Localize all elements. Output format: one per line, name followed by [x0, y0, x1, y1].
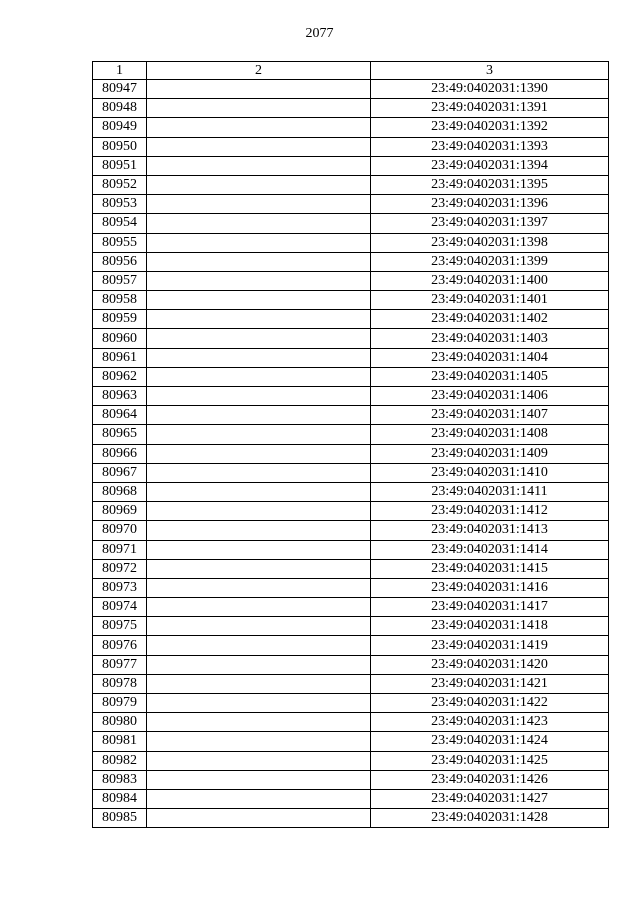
cadastral-number-cell: 23:49:0402031:1395	[371, 175, 609, 194]
row-number-cell: 80976	[93, 636, 147, 655]
cadastral-number-cell: 23:49:0402031:1427	[371, 789, 609, 808]
row-blank-cell	[147, 137, 371, 156]
table-row	[93, 559, 609, 578]
cadastral-number-cell: 23:49:0402031:1414	[371, 540, 609, 559]
row-blank-cell	[147, 310, 371, 329]
cadastral-number-cell: 23:49:0402031:1409	[371, 444, 609, 463]
row-blank-cell	[147, 694, 371, 713]
cadastral-number-cell: 23:49:0402031:1410	[371, 463, 609, 482]
cadastral-number-cell: 23:49:0402031:1417	[371, 598, 609, 617]
row-number-cell: 80983	[93, 770, 147, 789]
cadastral-number-cell: 23:49:0402031:1397	[371, 214, 609, 233]
cadastral-number-cell: 23:49:0402031:1403	[371, 329, 609, 348]
row-blank-cell	[147, 233, 371, 252]
table-row	[93, 156, 609, 175]
table-header-row	[93, 62, 609, 80]
cadastral-number-cell: 23:49:0402031:1396	[371, 195, 609, 214]
cadastral-number-cell: 23:49:0402031:1412	[371, 502, 609, 521]
cadastral-number-cell: 23:49:0402031:1391	[371, 99, 609, 118]
row-blank-cell	[147, 214, 371, 233]
row-number-cell: 80971	[93, 540, 147, 559]
row-number-cell: 80980	[93, 713, 147, 732]
row-number-cell: 80956	[93, 252, 147, 271]
row-blank-cell	[147, 655, 371, 674]
table-row	[93, 732, 609, 751]
row-number-cell: 80955	[93, 233, 147, 252]
row-number-cell: 80970	[93, 521, 147, 540]
row-blank-cell	[147, 540, 371, 559]
row-number-cell: 80950	[93, 137, 147, 156]
cadastral-number-cell: 23:49:0402031:1399	[371, 252, 609, 271]
row-number-cell: 80968	[93, 482, 147, 501]
row-number-cell: 80948	[93, 99, 147, 118]
cadastral-number-cell: 23:49:0402031:1416	[371, 578, 609, 597]
row-number-cell: 80969	[93, 502, 147, 521]
table-row	[93, 80, 609, 99]
row-blank-cell	[147, 463, 371, 482]
table-row	[93, 694, 609, 713]
cadastral-number-cell: 23:49:0402031:1398	[371, 233, 609, 252]
row-blank-cell	[147, 578, 371, 597]
table-row	[93, 406, 609, 425]
row-number-cell: 80965	[93, 425, 147, 444]
table-row	[93, 329, 609, 348]
cadastral-number-cell: 23:49:0402031:1400	[371, 271, 609, 290]
cadastral-number-cell: 23:49:0402031:1392	[371, 118, 609, 137]
row-blank-cell	[147, 598, 371, 617]
row-blank-cell	[147, 367, 371, 386]
row-blank-cell	[147, 387, 371, 406]
row-blank-cell	[147, 444, 371, 463]
table-row	[93, 252, 609, 271]
row-blank-cell	[147, 559, 371, 578]
row-blank-cell	[147, 195, 371, 214]
table-row	[93, 713, 609, 732]
column-header-2: 2	[147, 62, 371, 80]
table-row	[93, 674, 609, 693]
table-row	[93, 578, 609, 597]
cadastral-number-cell: 23:49:0402031:1419	[371, 636, 609, 655]
row-number-cell: 80961	[93, 348, 147, 367]
row-blank-cell	[147, 348, 371, 367]
row-number-cell: 80947	[93, 80, 147, 99]
row-blank-cell	[147, 789, 371, 808]
row-blank-cell	[147, 291, 371, 310]
table-row	[93, 636, 609, 655]
table-row	[93, 137, 609, 156]
row-number-cell: 80959	[93, 310, 147, 329]
row-number-cell: 80953	[93, 195, 147, 214]
table-body	[93, 80, 609, 828]
row-number-cell: 80964	[93, 406, 147, 425]
row-number-cell: 80952	[93, 175, 147, 194]
table-row	[93, 214, 609, 233]
table-row	[93, 387, 609, 406]
table-row	[93, 617, 609, 636]
table-row	[93, 502, 609, 521]
table-row	[93, 291, 609, 310]
cadastral-number-cell: 23:49:0402031:1404	[371, 348, 609, 367]
row-number-cell: 80977	[93, 655, 147, 674]
cadastral-number-cell: 23:49:0402031:1426	[371, 770, 609, 789]
table-row	[93, 425, 609, 444]
row-blank-cell	[147, 156, 371, 175]
row-number-cell: 80979	[93, 694, 147, 713]
row-number-cell: 80958	[93, 291, 147, 310]
column-header-1: 1	[93, 62, 147, 80]
row-blank-cell	[147, 809, 371, 828]
row-number-cell: 80975	[93, 617, 147, 636]
row-number-cell: 80984	[93, 789, 147, 808]
row-blank-cell	[147, 482, 371, 501]
table-row	[93, 444, 609, 463]
table-row	[93, 540, 609, 559]
row-blank-cell	[147, 674, 371, 693]
table-row	[93, 463, 609, 482]
row-blank-cell	[147, 252, 371, 271]
column-header-3: 3	[371, 62, 609, 80]
table-row	[93, 770, 609, 789]
row-blank-cell	[147, 80, 371, 99]
row-blank-cell	[147, 770, 371, 789]
row-blank-cell	[147, 99, 371, 118]
table-row	[93, 521, 609, 540]
row-blank-cell	[147, 118, 371, 137]
cadastral-number-cell: 23:49:0402031:1423	[371, 713, 609, 732]
row-blank-cell	[147, 521, 371, 540]
row-number-cell: 80985	[93, 809, 147, 828]
cadastral-number-cell: 23:49:0402031:1394	[371, 156, 609, 175]
row-blank-cell	[147, 271, 371, 290]
table-row	[93, 195, 609, 214]
row-number-cell: 80967	[93, 463, 147, 482]
table-row	[93, 99, 609, 118]
row-number-cell: 80978	[93, 674, 147, 693]
cadastral-number-cell: 23:49:0402031:1422	[371, 694, 609, 713]
cadastral-number-cell: 23:49:0402031:1413	[371, 521, 609, 540]
page-number: 2077	[305, 26, 334, 41]
row-blank-cell	[147, 406, 371, 425]
cadastral-number-cell: 23:49:0402031:1428	[371, 809, 609, 828]
row-blank-cell	[147, 425, 371, 444]
row-blank-cell	[147, 617, 371, 636]
row-blank-cell	[147, 751, 371, 770]
row-blank-cell	[147, 329, 371, 348]
table-row	[93, 655, 609, 674]
cadastral-number-cell: 23:49:0402031:1393	[371, 137, 609, 156]
cadastral-number-cell: 23:49:0402031:1418	[371, 617, 609, 636]
cadastral-number-cell: 23:49:0402031:1405	[371, 367, 609, 386]
cadastral-number-cell: 23:49:0402031:1425	[371, 751, 609, 770]
table-row	[93, 271, 609, 290]
row-blank-cell	[147, 713, 371, 732]
cadastral-number-cell: 23:49:0402031:1420	[371, 655, 609, 674]
row-number-cell: 80973	[93, 578, 147, 597]
table-row	[93, 598, 609, 617]
table-row	[93, 789, 609, 808]
registry-table	[92, 61, 609, 828]
row-number-cell: 80963	[93, 387, 147, 406]
table-row	[93, 751, 609, 770]
row-number-cell: 80954	[93, 214, 147, 233]
cadastral-number-cell: 23:49:0402031:1402	[371, 310, 609, 329]
row-number-cell: 80972	[93, 559, 147, 578]
row-blank-cell	[147, 502, 371, 521]
cadastral-number-cell: 23:49:0402031:1408	[371, 425, 609, 444]
cadastral-number-cell: 23:49:0402031:1424	[371, 732, 609, 751]
cadastral-number-cell: 23:49:0402031:1411	[371, 482, 609, 501]
table-row	[93, 118, 609, 137]
table-row	[93, 348, 609, 367]
cadastral-number-cell: 23:49:0402031:1406	[371, 387, 609, 406]
table-row	[93, 482, 609, 501]
row-number-cell: 80974	[93, 598, 147, 617]
cadastral-number-cell: 23:49:0402031:1415	[371, 559, 609, 578]
table-row	[93, 809, 609, 828]
table-row	[93, 310, 609, 329]
cadastral-number-cell: 23:49:0402031:1401	[371, 291, 609, 310]
row-number-cell: 80951	[93, 156, 147, 175]
row-number-cell: 80982	[93, 751, 147, 770]
row-number-cell: 80966	[93, 444, 147, 463]
table-row	[93, 175, 609, 194]
row-blank-cell	[147, 732, 371, 751]
cadastral-number-cell: 23:49:0402031:1407	[371, 406, 609, 425]
row-blank-cell	[147, 636, 371, 655]
cadastral-number-cell: 23:49:0402031:1421	[371, 674, 609, 693]
row-number-cell: 80962	[93, 367, 147, 386]
row-number-cell: 80949	[93, 118, 147, 137]
row-number-cell: 80981	[93, 732, 147, 751]
row-blank-cell	[147, 175, 371, 194]
row-number-cell: 80960	[93, 329, 147, 348]
table-row	[93, 367, 609, 386]
table-row	[93, 233, 609, 252]
cadastral-number-cell: 23:49:0402031:1390	[371, 80, 609, 99]
row-number-cell: 80957	[93, 271, 147, 290]
